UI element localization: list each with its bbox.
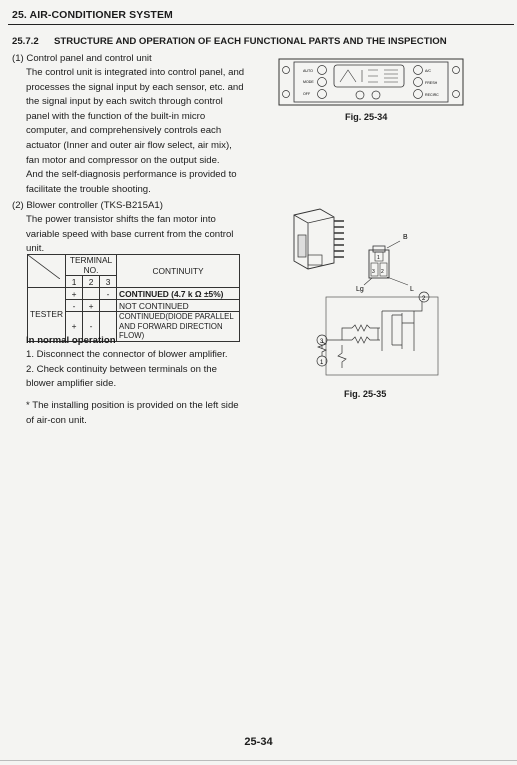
normal-line: 1. Disconnect the connector of blower amplifier.	[26, 349, 228, 360]
table-cell	[117, 312, 240, 342]
section-title: STRUCTURE AND OPERATION OF EACH FUNCTIONAL PARTS AND THE INSPECTION	[54, 36, 447, 47]
wire-l-label: L	[410, 286, 414, 293]
item1-line: The control unit is integrated into control panel, and	[26, 67, 245, 78]
fan-down-icon	[414, 78, 423, 87]
control-panel-figure	[278, 58, 464, 106]
table-cell: -	[83, 312, 100, 342]
item1-heading: (1) Control panel and control unit	[12, 53, 152, 64]
item2-line: unit.	[26, 243, 45, 255]
page-number: 25-34	[244, 736, 273, 748]
col-header: 3	[100, 276, 117, 288]
table-cell: +	[66, 312, 83, 342]
item1-line: facilitate the trouble shooting.	[26, 183, 151, 195]
table-corner-cell	[28, 255, 66, 288]
auto-label: AUTO	[303, 69, 313, 73]
section-heading	[12, 36, 447, 47]
item2-heading: (2) Blower controller (TKS-B215A1)	[12, 200, 163, 211]
item2-line: variable speed with base current from the control	[26, 228, 234, 240]
item1-line: the signal input by each switch through control	[26, 96, 223, 108]
table-cell: NOT CONTINUED	[117, 300, 240, 312]
mode-button-icon	[318, 78, 327, 87]
table-cell: CONTINUED (4.7 k Ω ±5%)	[117, 288, 240, 300]
header-rule	[8, 24, 514, 25]
screw-icon	[283, 91, 290, 98]
connector-icon	[364, 241, 408, 285]
figure-caption: Fig. 25-34	[345, 112, 388, 122]
item1-line: panel with the function of the built-in micro	[26, 110, 206, 122]
temp-up-icon	[372, 91, 380, 99]
off-label: OFF	[303, 92, 311, 96]
table-row	[28, 288, 240, 300]
table-cell	[100, 300, 117, 312]
table-cell	[83, 288, 100, 300]
table-cell: -	[100, 288, 117, 300]
screw-icon	[453, 67, 460, 74]
item1-paragraph	[26, 66, 266, 197]
note-line: of air-con unit.	[26, 414, 87, 426]
item1-line: computer, and comprehensively controls each	[26, 125, 222, 137]
terminal-no-header: TERMINAL NO.	[66, 255, 117, 276]
footer-rule	[0, 760, 517, 761]
normal-line: blower amplifier side.	[26, 378, 117, 390]
wire-lg-label: Lg	[356, 286, 364, 293]
item2-line: The power transistor shifts the fan motor into	[26, 214, 216, 225]
auto-button-icon	[318, 66, 327, 75]
col-header: 1	[66, 276, 83, 288]
blower-controller-figure	[282, 205, 442, 380]
continuity-header: CONTINUITY	[117, 255, 240, 288]
mode-label: MODE	[303, 80, 314, 84]
col-header: 2	[83, 276, 100, 288]
wire-b-label: B	[403, 234, 408, 241]
note-line: * The installing position is provided on the left side	[26, 400, 239, 411]
item1-line: actuator (Inner and outer air flow select, air mix),	[26, 139, 232, 151]
result-line: AND FORWARD DIRECTION FLOW)	[119, 321, 223, 340]
blower-amplifier-icon	[294, 209, 344, 269]
table-cell: -	[66, 300, 83, 312]
continuity-table	[27, 254, 240, 342]
pin-label: 1	[377, 255, 380, 261]
result-line: CONTINUED(DIODE PARALLEL	[119, 312, 234, 321]
screw-icon	[283, 67, 290, 74]
fan-up-icon	[414, 66, 423, 75]
terminal-3-label: 3	[320, 339, 324, 345]
item1-line: And the self-diagnosis performance is provided to	[26, 169, 237, 181]
recirc-label: RECIRC	[425, 93, 439, 97]
circuit-schematic	[317, 292, 438, 375]
normal-line: 2. Check continuity between terminals on the	[26, 363, 217, 375]
pin-label: 2	[381, 269, 384, 275]
page-header: 25. AIR-CONDITIONER SYSTEM	[12, 9, 173, 21]
fresh-label: FRESH	[425, 81, 438, 85]
table-cell: +	[83, 300, 100, 312]
tester-label: TESTER	[28, 288, 66, 342]
normal-operation-paragraph	[26, 348, 266, 392]
item1-line: processes the signal input by each sensor, etc. and	[26, 81, 244, 93]
section-number: 25.7.2	[12, 36, 39, 47]
pin-label: 3	[372, 269, 375, 275]
terminal-1-label: 1	[320, 360, 324, 366]
off-button-icon	[318, 90, 327, 99]
normal-operation-heading: In normal operation	[26, 335, 116, 346]
figure-caption: Fig. 25-35	[344, 389, 387, 399]
note-paragraph	[26, 399, 266, 428]
ac-label: A/C	[425, 69, 431, 73]
screw-icon	[453, 91, 460, 98]
item1-line: fan motor and compressor on the output side.	[26, 154, 220, 166]
item2-paragraph	[26, 213, 266, 257]
temp-down-icon	[356, 91, 364, 99]
terminal-2-label: 2	[422, 296, 426, 302]
recirc-button-icon	[414, 90, 423, 99]
table-cell: +	[66, 288, 83, 300]
